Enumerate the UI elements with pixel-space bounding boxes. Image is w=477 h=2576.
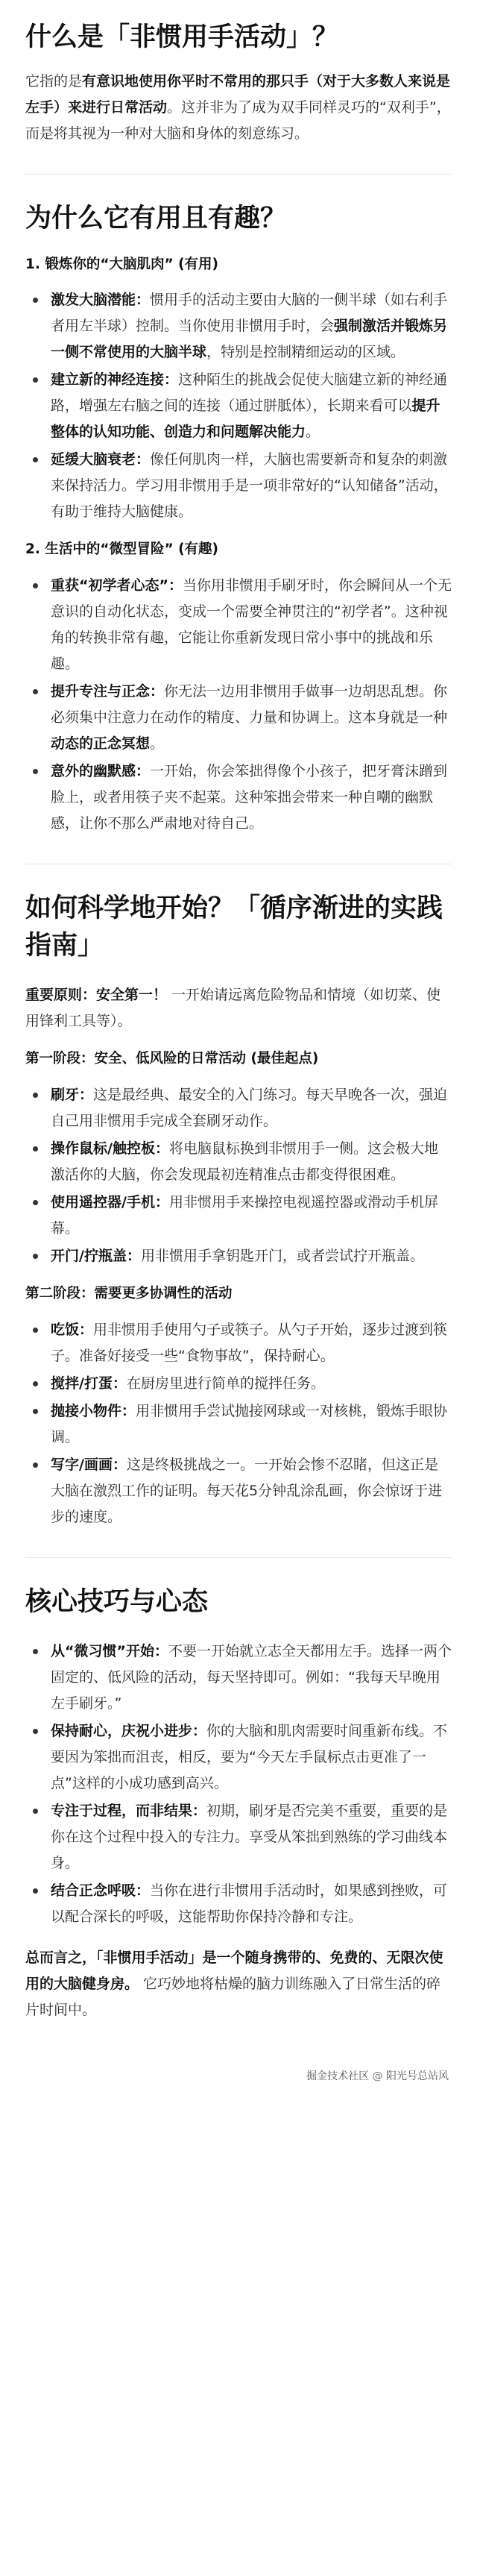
section-title-why: 为什么它有用且有趣？ — [25, 203, 287, 233]
item-text: 。 — [150, 735, 165, 753]
bullet-icon — [33, 1888, 38, 1894]
stage-one-list — [25, 1082, 452, 1269]
bullet-icon — [33, 1649, 38, 1654]
item-bold: 操作鼠标/触控板： — [51, 1140, 169, 1157]
bullet-icon — [33, 1409, 38, 1414]
item-bold: 结合正念呼吸： — [51, 1882, 151, 1900]
item-bold: 搅拌/打蛋： — [51, 1375, 127, 1392]
list-item — [25, 1136, 452, 1188]
bullet-icon — [33, 377, 38, 383]
item-text: 用非惯用手来操控电视遥控器或滑动手机屏幕。 — [51, 1194, 438, 1237]
list-item — [25, 1371, 452, 1397]
item-bold: 重获“初学者心态”： — [51, 577, 183, 594]
item-text: 惯用手的活动主要由大脑的一侧半球（如右利手者用左半球）控制。当你使用非惯用手时，会 — [51, 292, 448, 335]
divider — [25, 1557, 452, 1558]
item-bold: 意外的幽默感： — [51, 763, 151, 780]
item-bold: 提升专注与正念： — [51, 683, 165, 700]
list-item — [25, 679, 452, 757]
safety-rule-bold: 重要原则：安全第一！ — [25, 987, 168, 1004]
item-text: 你无法一边用非惯用手做事一边胡思乱想。你必须集中注意力在动作的精度、力量和协调上。这本身就是一种 — [51, 683, 448, 726]
tips-list — [25, 1639, 452, 1930]
list-item — [25, 1452, 452, 1530]
bullet-icon — [33, 457, 38, 462]
summary-text: 它巧妙地将枯燥的脑力训练融入了日常生活的碎片时间中。 — [25, 1976, 441, 2019]
item-bold: 吃饭： — [51, 1322, 94, 1339]
item-text: 当你在进行非惯用手活动时，如果感到挫败，可以配合深长的呼吸，这能帮助你保持冷静和专注。 — [51, 1882, 448, 1926]
list-item — [25, 1190, 452, 1242]
intro-rest: 。这并非为了成为双手同样灵巧的“双利手”，而是将其视为一种对大脑和身体的刻意练习。 — [25, 98, 451, 142]
list-item — [25, 1798, 452, 1876]
bullet-icon — [33, 1463, 38, 1468]
section-title-how: 如何科学地开始？「循序渐进的实践指南」 — [25, 893, 443, 961]
bullet-icon — [33, 769, 38, 774]
item-text: ，特别是控制精细运动的区域。 — [206, 344, 405, 361]
bullet-icon — [33, 1200, 38, 1205]
list-item — [25, 367, 452, 445]
list-item — [25, 758, 452, 837]
item-bold: 使用遥控器/手机： — [51, 1194, 169, 1211]
item-text: 这种陌生的挑战会促使大脑建立新的神经通路，增强左右脑之间的连接（通过胼胝体），长期来看可以 — [51, 371, 448, 415]
watermark-at: @ — [372, 2070, 383, 2083]
list-item — [25, 1317, 452, 1369]
stage-two-list — [25, 1317, 452, 1530]
benefit-list-useful — [25, 287, 452, 525]
item-text: 你的大脑和肌肉需要时间重新布线。不要因为笨拙而沮丧，相反，要为“今天左手鼠标点击更准了一点”这样的小成功感到高兴。 — [51, 1723, 448, 1792]
subheading-brain-muscle: 1. 锻炼你的“大脑肌肉” (有用) — [25, 256, 219, 272]
list-item — [25, 573, 452, 677]
item-text: 将电脑鼠标换到非惯用手一侧。这会极大地激活你的大脑，你会发现最初连精准点击都变得很困难。 — [51, 1140, 438, 1184]
subheading-stage-one: 第一阶段：安全、低风险的日常活动 (最佳起点) — [25, 1051, 319, 1067]
bullet-icon — [33, 583, 38, 588]
list-item — [25, 1639, 452, 1717]
watermark-author: 阳光号总站风 — [386, 2070, 449, 2083]
list-item — [25, 1082, 452, 1134]
bullet-icon — [33, 1328, 38, 1333]
benefit-list-fun — [25, 573, 452, 837]
watermark — [25, 2068, 452, 2083]
item-text: 在厨房里进行简单的搅拌任务。 — [126, 1375, 325, 1392]
list-item — [25, 1878, 452, 1930]
item-bold: 从“微习惯”开始： — [51, 1643, 168, 1660]
list-item — [25, 1718, 452, 1797]
subheading-stage-two: 第二阶段：需要更多协调性的活动 — [25, 1286, 233, 1302]
item-text: 这是终极挑战之一。一开始会惨不忍睹，但这正是大脑在激烈工作的证明。每天花5分钟乱涂乱画，你会惊讶于进步的速度。 — [51, 1457, 443, 1526]
item-text: 像任何肌肉一样，大脑也需要新奇和复杂的刺激来保持活力。学习用非惯用手是一项非常好的“认知储备”活动，有助于维持大脑健康。 — [51, 451, 448, 521]
bullet-icon — [33, 298, 38, 303]
item-bold: 抛接小物件： — [51, 1403, 136, 1420]
section-title-tips: 核心技巧与心态 — [25, 1587, 209, 1618]
list-item — [25, 1398, 452, 1451]
item-bold: 动态的正念冥想 — [51, 735, 151, 753]
item-bold: 延缓大脑衰老： — [51, 451, 151, 468]
item-text: 当你用非惯用手刷牙时，你会瞬间从一个无意识的自动化状态，变成一个需要全神贯注的“初学者”。这种视角的转换非常有趣，它能让你重新发现日常小事中的挑战和乐趣。 — [51, 577, 452, 673]
summary-paragraph — [25, 1945, 452, 2023]
item-text: 用非惯用手使用勺子或筷子。从勺子开始，逐步过渡到筷子。准备好接受一些“食物事故”，保持耐心。 — [51, 1322, 448, 1365]
subheading-micro-adventure: 2. 生活中的“微型冒险” (有趣) — [25, 541, 219, 558]
bullet-icon — [33, 1729, 38, 1734]
item-text: 用非惯用手尝试抛接网球或一对核桃，锻炼手眼协调。 — [51, 1403, 448, 1446]
item-bold: 建立新的神经连接： — [51, 371, 179, 389]
item-text: 初期，刷牙是否完美不重要，重要的是你在这个过程中投入的专注力。享受从笨拙到熟练的学习曲线本身。 — [51, 1803, 448, 1872]
bullet-icon — [33, 1146, 38, 1152]
watermark-site: 掘金技术社区 — [306, 2070, 370, 2083]
intro-paragraph — [25, 69, 452, 147]
list-item — [25, 287, 452, 365]
section-title-what: 什么是「非惯用手活动」？ — [25, 22, 339, 52]
item-bold: 强制激活并锻炼另一侧不常使用的大脑半球 — [51, 318, 448, 361]
intro-bold: 有意识地使用你平时不常用的那只手（对于大多数人来说是左手）来进行日常活动 — [25, 72, 451, 116]
item-bold: 专注于过程，而非结果： — [51, 1803, 207, 1820]
item-bold: 激发大脑潜能： — [51, 292, 151, 309]
bullet-icon — [33, 1254, 38, 1259]
item-text: 不要一开始就立志全天都用左手。选择一两个固定的、低风险的活动，每天坚持即可。例如：“我每天早晚用左手刷牙。” — [51, 1643, 452, 1712]
list-item — [25, 1243, 452, 1269]
bullet-icon — [33, 1809, 38, 1814]
list-item — [25, 447, 452, 525]
bullet-icon — [33, 689, 38, 694]
safety-rule-text: 一开始请远离危险物品和情境（如切菜、使用锋利工具等）。 — [25, 987, 441, 1030]
item-text: 这是最经典、最安全的入门练习。每天早晚各一次，强迫自己用非惯用手完成全套刷牙动作。 — [51, 1087, 448, 1130]
bullet-icon — [33, 1381, 38, 1386]
safety-rule — [25, 982, 452, 1034]
bullet-icon — [33, 1093, 38, 1098]
item-text: 一开始，你会笨拙得像个小孩子，把牙膏沫蹭到脸上，或者用筷子夹不起菜。这种笨拙会带来一种自嘲的幽默感，让你不那么严肃地对待自己。 — [51, 763, 448, 832]
item-text: 用非惯用手拿钥匙开门，或者尝试拧开瓶盖。 — [140, 1248, 424, 1265]
item-bold: 提升整体的认知功能、创造力和问题解决能力 — [51, 398, 440, 441]
item-bold: 刷牙： — [51, 1087, 94, 1104]
item-bold: 保持耐心，庆祝小进步： — [51, 1723, 207, 1740]
divider — [25, 174, 452, 175]
item-text: 。 — [306, 424, 320, 441]
summary-bold: 总而言之，「非惯用手活动」是一个随身携带的、免费的、无限次使用的大脑健身房。 — [25, 1950, 443, 1993]
item-bold: 开门/拧瓶盖： — [51, 1248, 141, 1265]
item-bold: 写字/画画： — [51, 1457, 127, 1474]
intro-lead: 它指的是 — [25, 72, 83, 89]
